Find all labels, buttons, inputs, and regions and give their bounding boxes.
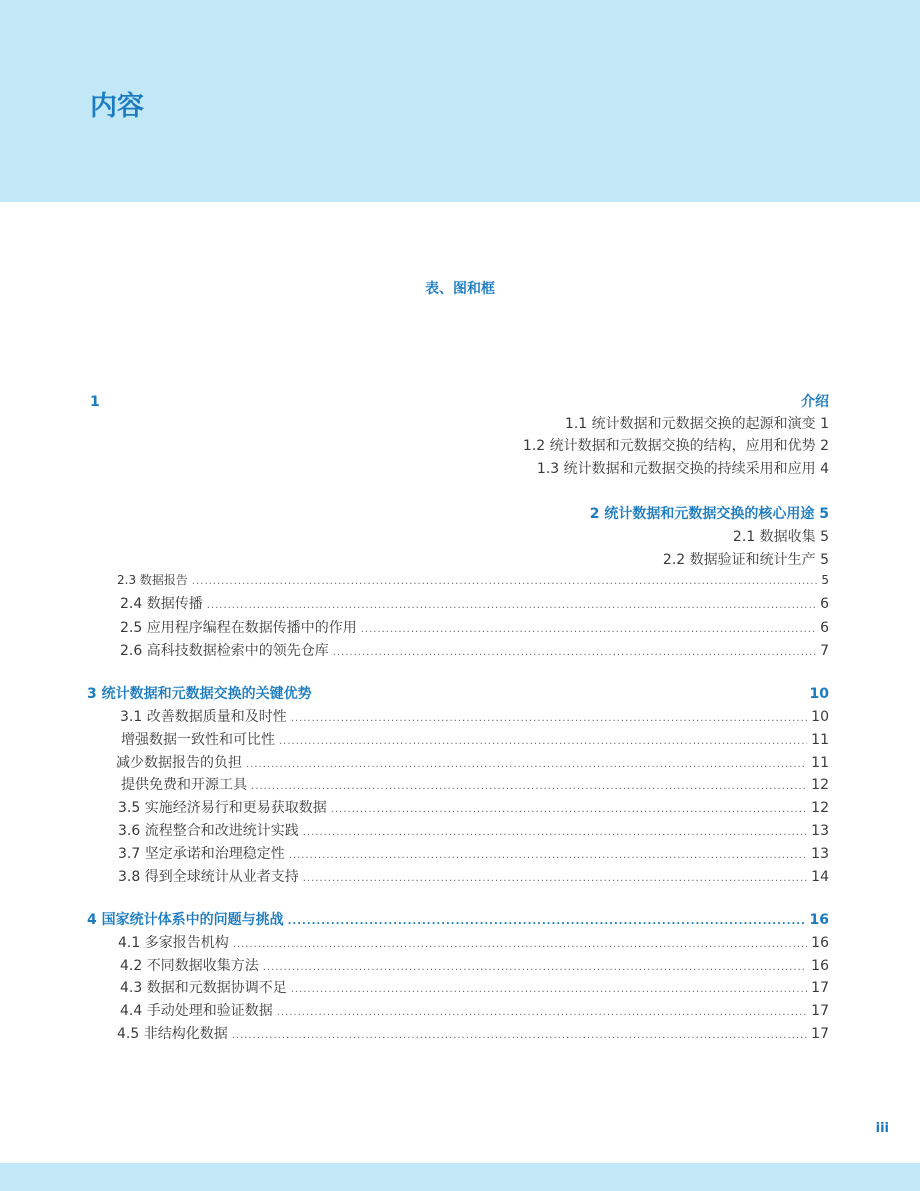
toc-row-title: 提供免费和开源工具 [121,777,247,793]
page-title: 内容 [90,91,144,122]
toc-item-1-2[interactable]: 1.2 统计数据和元数据交换的结构，应用和优势 2 [522,438,829,454]
toc-row-page: 17 [811,1026,829,1042]
leader-dots [333,643,816,663]
chapter-4-page: 16 [809,912,829,928]
leader-dots [291,709,807,729]
chapter-1-title[interactable]: 介绍 [801,394,829,410]
toc-row[interactable] [118,844,829,866]
header-band [0,0,920,202]
toc-item-2-1[interactable]: 2.1 数据收集 5 [732,529,829,545]
toc-row[interactable] [120,978,829,1000]
toc-row-title: 3.7 坚定承诺和治理稳定性 [118,846,285,862]
toc-row-page: 17 [811,980,829,996]
leader-dots [289,846,807,866]
chapter-3-page: 10 [809,686,829,702]
leader-dots [207,596,816,616]
leader-dots [263,958,807,978]
chapter-4-heading[interactable] [87,910,829,932]
leader-dots [279,732,807,752]
leader-dots [232,1026,807,1046]
chapter-3-title: 3 统计数据和元数据交换的关键优势 [87,686,312,702]
toc-item-1-1[interactable]: 1.1 统计数据和元数据交换的起源和演变 1 [564,416,829,432]
toc-row-page: 14 [811,869,829,885]
chapter-3-heading[interactable] [87,684,829,706]
leader-dots [288,912,806,932]
toc-item-1-3[interactable]: 1.3 统计数据和元数据交换的持续采用和应用 4 [536,461,829,477]
page-number: iii [875,1121,889,1136]
toc-row-title: 4.4 手动处理和验证数据 [120,1003,273,1019]
toc-row[interactable] [118,933,829,955]
toc-row-title: 4.3 数据和元数据协调不足 [120,980,287,996]
chapter-4-title: 4 国家统计体系中的问题与挑战 [87,912,284,928]
leader-dots [277,1003,807,1023]
toc-row[interactable] [118,867,829,889]
toc-row-page: 12 [811,777,829,793]
leader-dots [331,800,807,820]
toc-row[interactable] [116,753,829,775]
toc-row-page: 16 [811,958,829,974]
toc-row-page: 13 [811,823,829,839]
toc-row[interactable] [121,775,829,797]
toc-row-title: 4.1 多家报告机构 [118,935,229,951]
toc-row-title: 2.5 应用程序编程在数据传播中的作用 [120,620,357,636]
leader-dots [291,980,807,1000]
toc-row[interactable] [118,821,829,843]
leader-dots [303,823,807,843]
toc-row[interactable] [121,730,829,752]
toc-row-page: 12 [811,800,829,816]
toc-row-title: 2.3 数据报告 [117,573,188,587]
toc-row[interactable] [120,707,829,729]
chapter-2-heading[interactable]: 2 统计数据和元数据交换的核心用途 5 [589,506,829,522]
toc-row[interactable] [120,1001,829,1023]
toc-row[interactable] [120,641,829,663]
toc-row-title: 2.6 高科技数据检索中的领先仓库 [120,643,329,659]
footer-band [0,1163,920,1191]
toc-row-title: 3.6 流程整合和改进统计实践 [118,823,299,839]
toc-row-title: 增强数据一致性和可比性 [121,732,275,748]
toc-row-page: 5 [821,573,829,587]
leader-dots [251,777,807,797]
toc-row-page: 11 [811,755,829,771]
leader-dots [192,572,817,592]
leader-dots [246,755,807,775]
toc-row[interactable] [120,618,829,640]
toc-row-title: 3.5 实施经济易行和更易获取数据 [118,800,327,816]
toc-row-title: 4.5 非结构化数据 [117,1026,228,1042]
toc-row-page: 10 [811,709,829,725]
toc-row-page: 6 [820,596,829,612]
toc-row-page: 13 [811,846,829,862]
section-subtitle[interactable]: 表、图和框 [425,281,495,297]
toc-row[interactable] [117,570,829,592]
toc-row-page: 6 [820,620,829,636]
toc-row[interactable] [120,594,829,616]
chapter-1-number[interactable]: 1 [90,394,100,410]
toc-row-title: 减少数据报告的负担 [116,755,242,771]
toc-row[interactable] [117,1024,829,1046]
leader-dots [303,869,807,889]
toc-row[interactable] [120,956,829,978]
leader-dots [361,620,816,640]
leader-dots [233,935,807,955]
toc-row[interactable] [118,798,829,820]
toc-row-page: 7 [820,643,829,659]
toc-row-title: 3.1 改善数据质量和及时性 [120,709,287,725]
toc-row-page: 16 [811,935,829,951]
toc-row-title: 2.4 数据传播 [120,596,203,612]
toc-row-page: 17 [811,1003,829,1019]
toc-row-title: 4.2 不同数据收集方法 [120,958,259,974]
toc-item-2-2[interactable]: 2.2 数据验证和统计生产 5 [662,552,829,568]
toc-row-title: 3.8 得到全球统计从业者支持 [118,869,299,885]
toc-row-page: 11 [811,732,829,748]
